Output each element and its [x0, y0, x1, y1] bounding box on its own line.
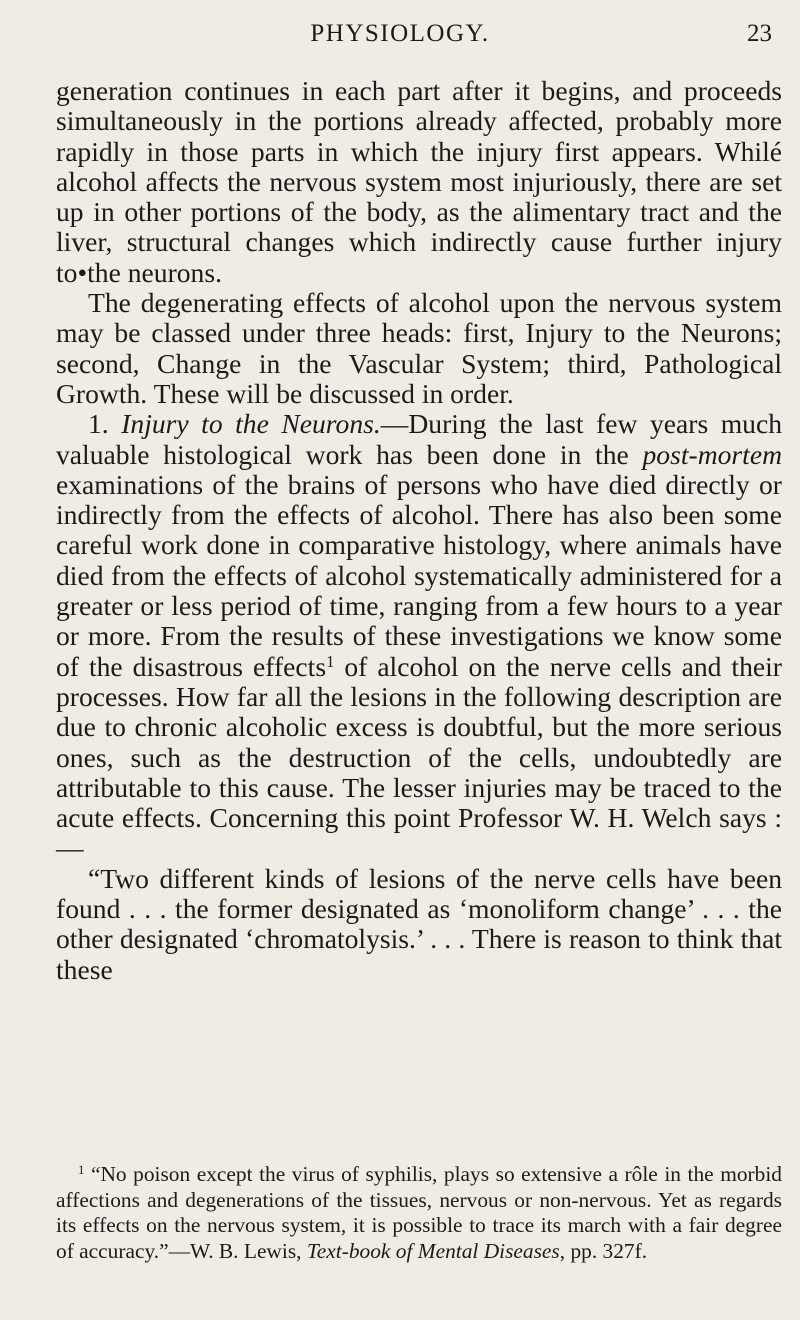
paragraph-3-text-b: examinations of the brains of persons who have died directly or indirectly from the effects of alcohol. There has also been some careful work done in comparative histology, where animals have died from the effects of alcohol systematically administered for a greater or less period of time, ranging from a few hours to a year or more. From the results of these investigations we know some of the disastrous effects [56, 468, 782, 682]
footnote-text-b: , pp. 327f. [559, 1238, 648, 1263]
body-text [56, 76, 782, 985]
footnote-reference: 1 [326, 651, 335, 671]
running-header [0, 16, 800, 56]
footnote-book-title: Text-book of Mental Diseases [306, 1238, 560, 1263]
paragraph-injury-to-neurons [56, 409, 782, 863]
footnote-marker: 1 [78, 1162, 85, 1177]
paragraph-continuation [56, 76, 782, 288]
footnote [56, 1162, 782, 1264]
footnote-text-a: “No poison except the virus of syphilis, plays so extensive a rôle in the morbid affections and degenerations of the tissues, nervous or non-nervous. Yet as regards its effects on the nervous system, it is possible to trace its march with a fair degree of accuracy.”—W. B. Lewis, [56, 1162, 782, 1263]
section-number: 1. [88, 408, 109, 440]
footnote-text [56, 1162, 782, 1264]
section-heading: Injury to the Neurons. [121, 408, 381, 440]
italic-term: post-mortem [642, 438, 782, 470]
page-number: 23 [747, 20, 772, 47]
paragraph-4-text: “Two different kinds of lesions of the nerve cells have been found . . . the former designated as ‘monoliform change’ . . . the other designated ‘chromatolysis.’ . . . There is reason to think that these [56, 862, 782, 985]
paragraph-2-text: The degenerating effects of alcohol upon the nervous system may be classed under three heads: first, Injury to the Neurons; second, Change in the Vascular System; third, Pathological Growth. These will be discussed in order. [56, 287, 782, 409]
paragraph-three-heads [56, 288, 782, 409]
paragraph-quotation [56, 864, 782, 985]
paragraph-3-text-a: —During the last few years much valuable histological work has been done in the [56, 408, 782, 470]
running-title: PHYSIOLOGY. [310, 20, 490, 47]
paragraph-1-text: generation continues in each part after it begins, and proceeds simultaneously in the portions already affected, probably more rapidly in those parts in which the injury first appears. Whilé alcohol affects the nervous system most injuriously, there are set up in other portions of the body, as the alimentary tract and the liver, structural changes which indirectly cause further injury to•the neurons. [56, 75, 782, 288]
paragraph-3-text-c: of alcohol on the nerve cells and their processes. How far all the lesions in the following description are due to chronic alcoholic excess is doubtful, but the more serious ones, such as the destruction of the cells, undoubtedly are attributable to this cause. The lesser injuries may be traced to the acute effects. Concerning this point Professor W. H. Welch says :— [56, 650, 782, 864]
